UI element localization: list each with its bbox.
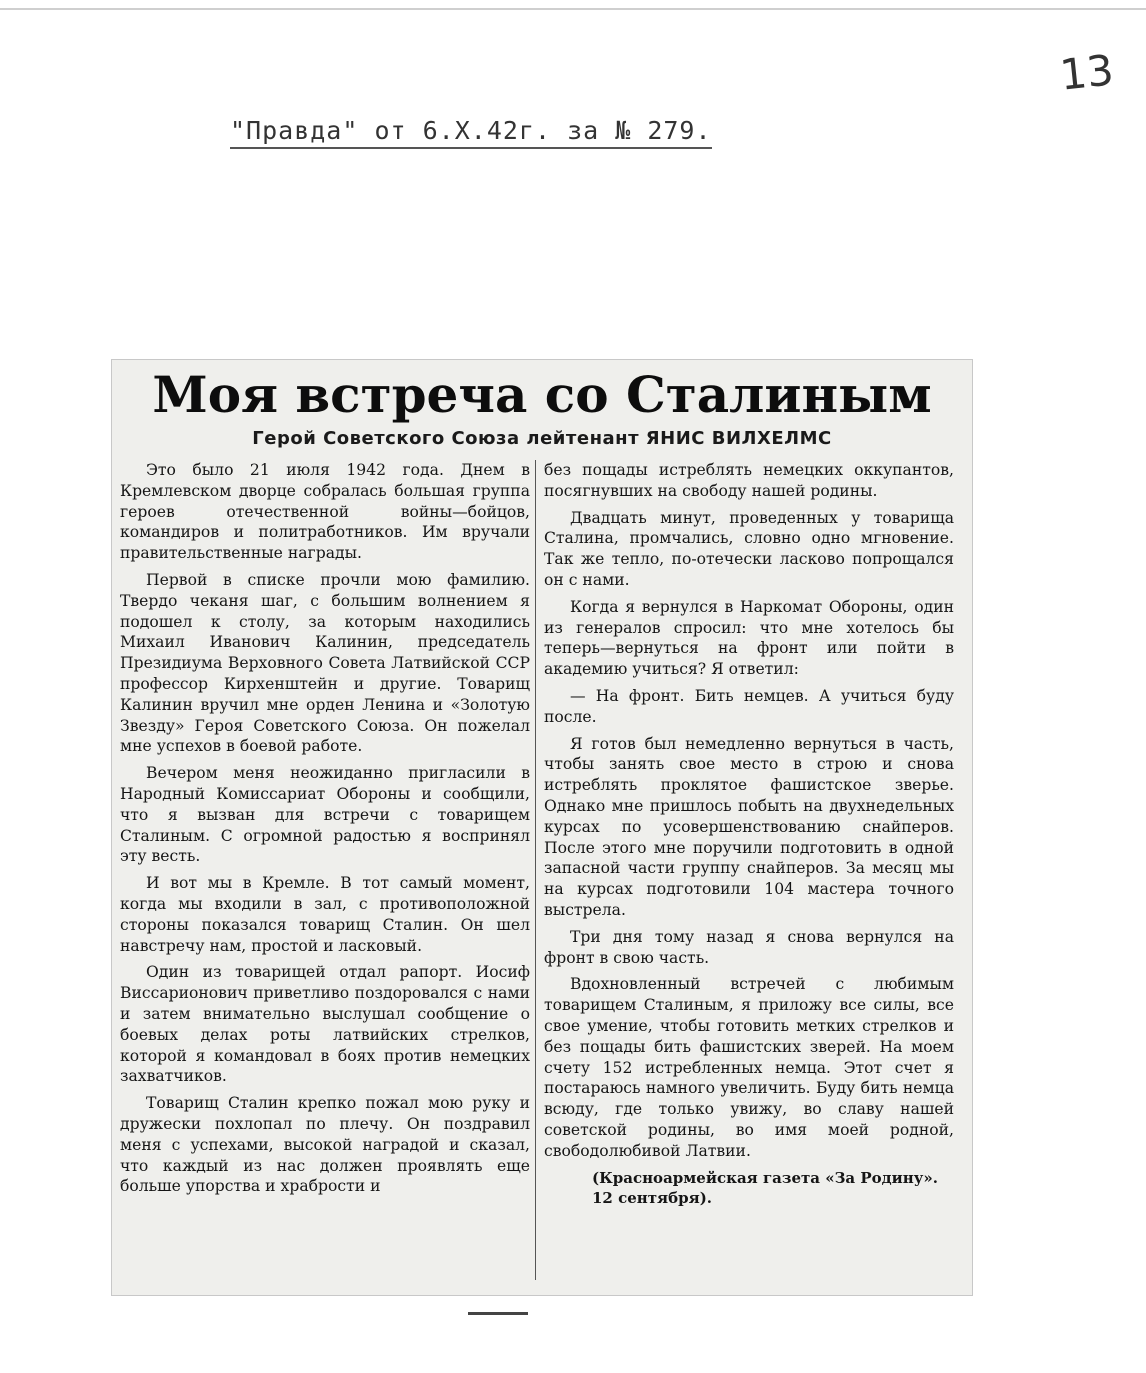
paragraph: Один из товарищей отдал рапорт. Иосиф Виссарионович приветливо поздоровался с нами и затем внимательно выслушал сообщение о боевых делах роты латвийских стрелков, которой я командовал в боях против немецких захватчиков.: [120, 963, 530, 1086]
paragraph: Три дня тому назад я снова вернулся на фронт в свою часть.: [544, 927, 954, 967]
paragraph: Я готов был немедленно вернуться в часть, чтобы занять свое место в строю и снова истреблять проклятое фашистское зверье. Однако мне пришлось побыть на двухнедельных курсах по усовершенствованию снайперов. После этого мне поручили подготовить в одной запасной части группу снайперов. За месяц мы на курсах подготовили 104 мастера точного выстрела.: [544, 734, 954, 919]
paragraph: Товарищ Сталин крепко пожал мою руку и дружески похлопал по плечу. Он поздравил меня с успехами, высокой наградой и сказал, что каждый из нас должен проявлять еще больше упорства и храбрости и: [120, 1094, 530, 1196]
paragraph: Вечером меня неожиданно пригласили в Народный Комиссариат Обороны и сообщили, что я вызван для встречи с товарищем Сталиным. С огромной радостью я воспринял эту весть.: [120, 764, 530, 866]
column-divider: [535, 460, 536, 1280]
paragraph: Это было 21 июля 1942 года. Днем в Кремлевском дворце собралась большая группа героев отечественной войны—бойцов, командиров и политработников. Им вручали правительственные награды.: [120, 461, 530, 563]
paragraph: Двадцать минут, проведенных у товарища Сталина, промчались, словно одно мгновение. Так же тепло, по-отечески ласково попрощался он с нами.: [544, 508, 954, 589]
article-byline: Герой Советского Союза лейтенант ЯНИС ВИЛХЕЛМС: [252, 428, 832, 449]
page-top-rule: [0, 8, 1146, 10]
newspaper-clipping: [112, 360, 972, 1295]
paragraph: Вдохновленный встречей с любимым товарищем Сталиным, я приложу все силы, все свое умение, чтобы готовить метких стрелков и без пощады бить фашистских зверей. На моем счету 152 истребленных немца. Этот счет я постараюсь намного увеличить. Буду бить немца всюду, где только увижу, во славу нашей советской родины, во имя моей родной, свободолюбивой Латвии.: [544, 975, 954, 1160]
paragraph: И вот мы в Кремле. В тот самый момент, когда мы входили в зал, с противоположной стороны показался товарищ Сталин. Он шел навстречу нам, простой и ласковый.: [120, 874, 530, 955]
paragraph: без пощады истреблять немецких оккупантов, посягнувших на свободу нашей родины.: [544, 461, 954, 500]
source-line: "Правда" от 6.Х.42г. за № 279.: [230, 116, 712, 149]
article-source-signature: [544, 1168, 954, 1208]
signature-line-2: 12 сентября).: [592, 1188, 713, 1207]
paragraph: Когда я вернулся в Наркомат Обороны, один из генералов спросил: что мне хотелось бы теперь—вернуться на фронт или пойти в академию учиться? Я ответил:: [544, 597, 954, 679]
signature-line-1: (Красноармейская газета «За Родину».: [592, 1168, 938, 1187]
paragraph: — На фронт. Бить немцев. А учиться буду после.: [544, 686, 954, 726]
right-column: [544, 460, 954, 1275]
left-column: [120, 460, 530, 1275]
bottom-rule: [468, 1312, 528, 1315]
article-headline: Моя встреча со Сталиным: [152, 365, 932, 424]
paragraph: Первой в списке прочли мою фамилию. Твердо чеканя шаг, с большим волнением я подошел к столу, за которым находились Михаил Иванович Калинин, председатель Президиума Верховного Совета Латвийской ССР профессор Кирхенштейн и другие. Товарищ Калинин вручил мне орден Ленина и «Золотую Звезду» Героя Советского Союза. Он пожелал мне успехов в боевой работе.: [120, 570, 530, 756]
page-number: 13: [1057, 45, 1116, 100]
